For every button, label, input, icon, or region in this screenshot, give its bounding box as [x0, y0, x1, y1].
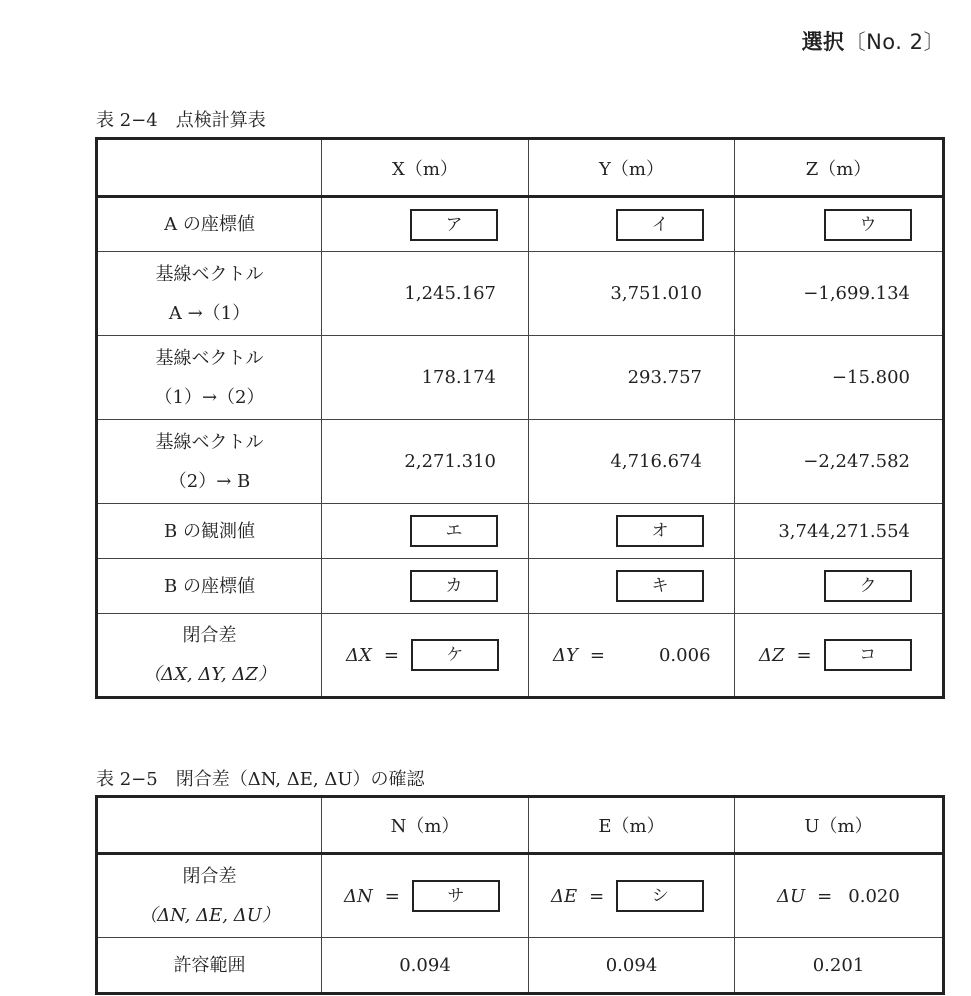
row-label-line2: （2）→ B: [168, 470, 251, 492]
answer-box-o: オ: [616, 515, 704, 547]
row-label: [97, 252, 322, 336]
equals-sign: =: [589, 885, 605, 907]
header-empty-cell: [97, 797, 322, 854]
cell-y: [529, 559, 735, 614]
row-label: [97, 614, 322, 698]
delta-n-symbol: ΔN: [344, 885, 373, 907]
answer-box-ka: カ: [410, 570, 498, 602]
row-label-line1: 基線ベクトル: [155, 431, 264, 453]
answer-box-a: ア: [410, 209, 498, 241]
delta-y-symbol: ΔY: [553, 644, 578, 666]
table-header-row: [97, 139, 944, 197]
delta-z-symbol: ΔZ: [759, 644, 785, 666]
table-row: [97, 559, 944, 614]
row-label: B の観測値: [97, 504, 322, 559]
table-row: [97, 197, 944, 252]
closure-check-table: [95, 795, 945, 995]
header-y: Y（m）: [529, 139, 735, 197]
problem-header: [802, 26, 945, 56]
header-z: Z（m）: [735, 139, 944, 197]
selection-label: 選択: [801, 30, 845, 54]
table-row: [97, 614, 944, 698]
table-row: [97, 504, 944, 559]
equals-sign: =: [589, 644, 605, 666]
cell-z: 3,744,271.554: [735, 504, 944, 559]
row-label: [97, 420, 322, 504]
header-x: X（m）: [322, 139, 529, 197]
cell-e: [529, 854, 735, 938]
row-label: 許容範囲: [97, 938, 322, 994]
answer-box-ku: ク: [824, 570, 912, 602]
equals-sign: =: [383, 644, 399, 666]
header-n: N（m）: [322, 797, 529, 854]
cell-e: 0.094: [529, 938, 735, 994]
answer-box-ki: キ: [616, 570, 704, 602]
delta-u-value: 0.020: [848, 885, 900, 907]
row-label-line1: 閉合差: [182, 625, 237, 646]
row-label-line2: （ΔN, ΔE, ΔU）: [139, 905, 280, 926]
delta-y-value: 0.006: [658, 644, 711, 666]
cell-x: 2,271.310: [322, 420, 529, 504]
answer-box-u: ウ: [824, 209, 912, 241]
table-2-5-caption: 表 2−5 閉合差（ΔN, ΔE, ΔU）の確認: [96, 769, 425, 790]
cell-x: [322, 559, 529, 614]
cell-z: −1,699.134: [735, 252, 944, 336]
cell-z: [735, 559, 944, 614]
answer-box-i: イ: [616, 209, 704, 241]
header-u: U（m）: [735, 797, 944, 854]
row-label-line1: 基線ベクトル: [155, 347, 264, 369]
answer-box-ke: ケ: [411, 639, 499, 671]
answer-box-sa: サ: [412, 880, 500, 912]
cell-n: 0.094: [322, 938, 529, 994]
row-label: [97, 336, 322, 420]
table-row: [97, 252, 944, 336]
problem-number: 〔No. 2〕: [844, 30, 945, 54]
equals-sign: =: [384, 885, 400, 907]
cell-u: 0.201: [735, 938, 944, 994]
cell-z: −2,247.582: [735, 420, 944, 504]
delta-x-symbol: ΔX: [346, 644, 372, 666]
delta-e-symbol: ΔE: [551, 885, 578, 907]
row-label: A の座標値: [97, 197, 322, 252]
row-label-line1: 基線ベクトル: [155, 263, 264, 285]
cell-y: 293.757: [529, 336, 735, 420]
cell-y: [529, 614, 735, 698]
cell-z: [735, 614, 944, 698]
table-row: [97, 420, 944, 504]
row-label-line2: （1）→（2）: [154, 386, 265, 408]
table-2-4-caption: 表 2−4 点検計算表: [96, 110, 266, 131]
cell-y: [529, 197, 735, 252]
answer-box-e: エ: [410, 515, 498, 547]
row-label: B の座標値: [97, 559, 322, 614]
cell-u: [735, 854, 944, 938]
row-label: [97, 854, 322, 938]
answer-box-ko: コ: [824, 639, 912, 671]
row-label-line2: A →（1）: [168, 302, 251, 324]
cell-x: 178.174: [322, 336, 529, 420]
cell-y: 3,751.010: [529, 252, 735, 336]
check-calculation-table: [95, 137, 945, 699]
row-label-line1: 閉合差: [182, 866, 237, 887]
cell-y: 4,716.674: [529, 420, 735, 504]
answer-box-shi: シ: [616, 880, 704, 912]
header-empty-cell: [97, 139, 322, 197]
cell-x: 1,245.167: [322, 252, 529, 336]
cell-x: [322, 197, 529, 252]
table-row: [97, 854, 944, 938]
cell-z: −15.800: [735, 336, 944, 420]
table-row: [97, 938, 944, 994]
table-row: [97, 336, 944, 420]
cell-y: [529, 504, 735, 559]
cell-n: [322, 854, 529, 938]
equals-sign: =: [796, 644, 812, 666]
header-e: E（m）: [529, 797, 735, 854]
table-header-row: [97, 797, 944, 854]
delta-u-symbol: ΔU: [777, 885, 806, 907]
cell-z: [735, 197, 944, 252]
cell-x: [322, 614, 529, 698]
equals-sign: =: [817, 885, 833, 907]
row-label-line2: （ΔX, ΔY, ΔZ）: [143, 664, 276, 685]
cell-x: [322, 504, 529, 559]
